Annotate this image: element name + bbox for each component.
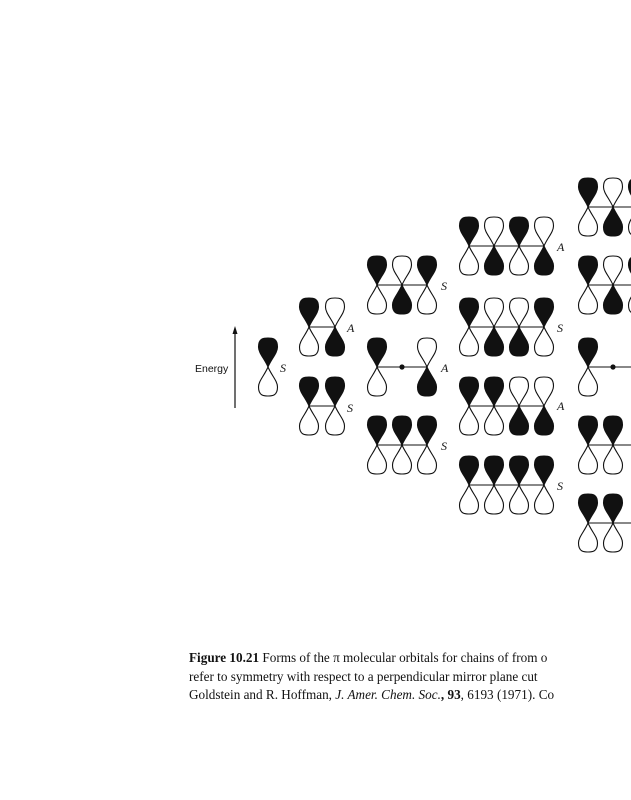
filled-lobe — [510, 406, 529, 435]
empty-lobe — [510, 377, 529, 406]
filled-lobe — [368, 416, 387, 445]
empty-lobe — [460, 246, 479, 275]
empty-lobe — [535, 485, 554, 514]
filled-lobe — [418, 256, 437, 285]
orbital-row — [460, 217, 554, 275]
empty-lobe — [604, 178, 623, 207]
filled-lobe — [460, 298, 479, 327]
empty-lobe — [604, 256, 623, 285]
orbital-row — [579, 178, 631, 236]
symmetry-label-c2-2: S — [347, 401, 353, 415]
empty-lobe — [460, 485, 479, 514]
empty-lobe — [485, 485, 504, 514]
caption-authors: Goldstein and R. Hoffman, — [189, 687, 336, 702]
symmetry-label-c3-2: A — [441, 361, 449, 375]
caption-volume: , 93 — [440, 687, 461, 702]
orbital-row — [368, 256, 437, 314]
empty-lobe — [579, 445, 598, 474]
filled-lobe — [579, 178, 598, 207]
empty-lobe — [485, 217, 504, 246]
orbital-row — [460, 377, 554, 435]
empty-lobe — [510, 246, 529, 275]
symmetry-label-c1-1: S — [280, 361, 286, 375]
filled-lobe — [418, 367, 437, 396]
empty-lobe — [368, 285, 387, 314]
symmetry-label-c4-3: A — [557, 399, 565, 413]
filled-lobe — [485, 246, 504, 275]
empty-lobe — [326, 406, 345, 435]
filled-lobe — [604, 285, 623, 314]
filled-lobe — [579, 338, 598, 367]
orbital-row — [579, 256, 631, 314]
filled-lobe — [326, 327, 345, 356]
filled-lobe — [535, 298, 554, 327]
filled-lobe — [510, 217, 529, 246]
filled-lobe — [604, 416, 623, 445]
empty-lobe — [510, 298, 529, 327]
caption-journal: J. Amer. Chem. Soc. — [335, 687, 441, 702]
filled-lobe — [579, 256, 598, 285]
empty-lobe — [579, 207, 598, 236]
orbital-row — [579, 494, 631, 552]
filled-lobe — [535, 246, 554, 275]
empty-lobe — [485, 406, 504, 435]
filled-lobe — [259, 338, 278, 367]
filled-lobe — [460, 456, 479, 485]
filled-lobe — [460, 217, 479, 246]
orbital-row — [368, 338, 437, 396]
orbital-row — [579, 416, 631, 474]
empty-lobe — [460, 327, 479, 356]
filled-lobe — [485, 377, 504, 406]
symmetry-label-c3-1: S — [441, 279, 447, 293]
empty-lobe — [368, 367, 387, 396]
filled-lobe — [579, 494, 598, 523]
filled-lobe — [368, 338, 387, 367]
filled-lobe — [393, 416, 412, 445]
filled-lobe — [300, 298, 319, 327]
filled-lobe — [300, 377, 319, 406]
filled-lobe — [604, 207, 623, 236]
filled-lobe — [393, 285, 412, 314]
caption-line-1 — [189, 649, 631, 668]
empty-lobe — [604, 445, 623, 474]
symmetry-label-c2-1: A — [347, 321, 355, 335]
orbital-row — [259, 338, 278, 396]
orbital-row — [460, 298, 554, 356]
caption-line-3 — [189, 686, 631, 705]
filled-lobe — [368, 256, 387, 285]
energy-axis — [233, 326, 238, 408]
orbital-row — [579, 338, 631, 396]
filled-lobe — [510, 456, 529, 485]
orbital-row — [460, 456, 554, 514]
symmetry-label-c4-1: A — [557, 240, 565, 254]
empty-lobe — [300, 327, 319, 356]
symmetry-label-c4-4: S — [557, 479, 563, 493]
caption-line-1-text: Forms of the π molecular orbitals for chains of from o — [259, 650, 548, 665]
empty-lobe — [604, 523, 623, 552]
symmetry-label-c3-3: S — [441, 439, 447, 453]
empty-lobe — [418, 445, 437, 474]
empty-lobe — [579, 367, 598, 396]
caption-line-2: refer to symmetry with respect to a perpendicular mirror plane cut — [189, 668, 538, 684]
empty-lobe — [259, 367, 278, 396]
filled-lobe — [535, 456, 554, 485]
orbital-row — [300, 298, 345, 356]
filled-lobe — [460, 377, 479, 406]
filled-lobe — [579, 416, 598, 445]
empty-lobe — [300, 406, 319, 435]
empty-lobe — [579, 285, 598, 314]
empty-lobe — [510, 485, 529, 514]
node-dot — [399, 364, 404, 369]
energy-axis-label: Energy — [195, 363, 229, 375]
filled-lobe — [326, 377, 345, 406]
node-dot — [610, 364, 615, 369]
empty-lobe — [579, 523, 598, 552]
empty-lobe — [535, 217, 554, 246]
empty-lobe — [460, 406, 479, 435]
figure-caption — [189, 649, 631, 705]
empty-lobe — [418, 338, 437, 367]
orbital-row — [300, 377, 345, 435]
filled-lobe — [510, 327, 529, 356]
symmetry-label-c4-2: S — [557, 321, 563, 335]
orbital-row — [368, 416, 437, 474]
empty-lobe — [535, 327, 554, 356]
filled-lobe — [485, 456, 504, 485]
caption-rest: , 6193 (1971). Co — [460, 687, 555, 702]
empty-lobe — [393, 256, 412, 285]
empty-lobe — [418, 285, 437, 314]
filled-lobe — [418, 416, 437, 445]
figure-label: Figure 10.21 — [189, 650, 260, 665]
empty-lobe — [326, 298, 345, 327]
filled-lobe — [535, 406, 554, 435]
filled-lobe — [485, 327, 504, 356]
filled-lobe — [604, 494, 623, 523]
empty-lobe — [485, 298, 504, 327]
empty-lobe — [393, 445, 412, 474]
empty-lobe — [368, 445, 387, 474]
empty-lobe — [535, 377, 554, 406]
